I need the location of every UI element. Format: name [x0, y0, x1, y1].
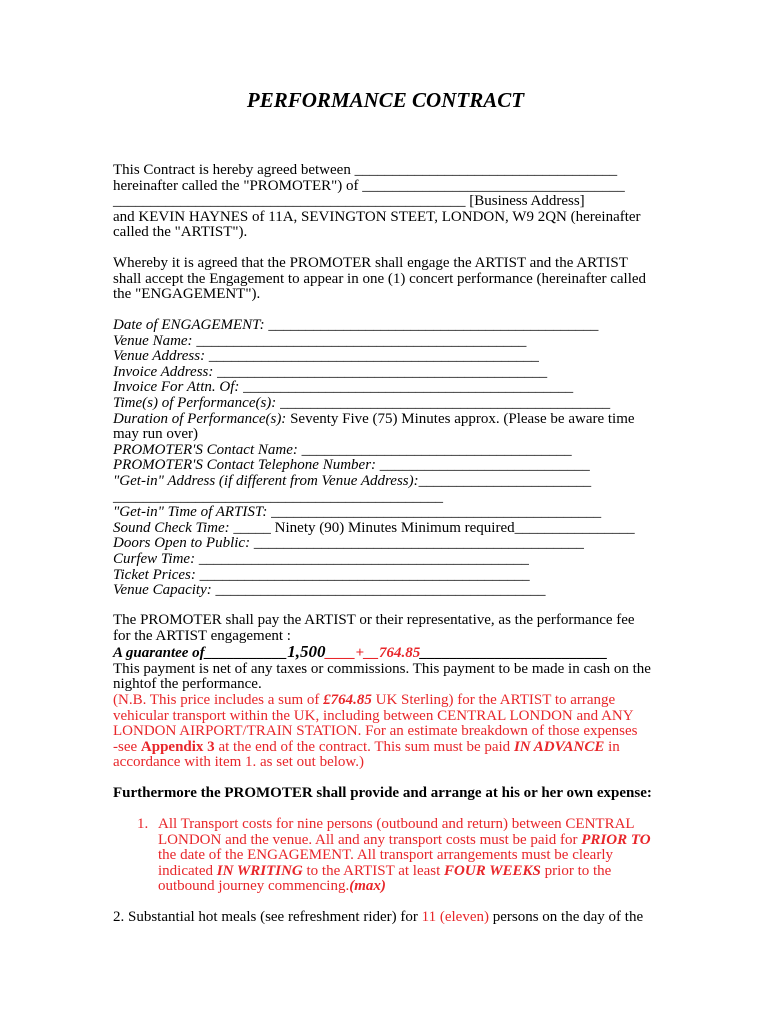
field-label: Sound Check Time:	[113, 519, 230, 536]
field-blank: ____________________________________________	[195, 550, 529, 567]
field-duration-cont: may run over)	[113, 426, 198, 443]
field-label: "Get-in" Time of ARTIST:	[113, 504, 268, 521]
net-line: nightof the performance.	[113, 676, 262, 693]
appendix-ref: Appendix 3	[140, 738, 215, 755]
fee-line: for the ARTIST engagement :	[113, 627, 291, 644]
field-label: Ticket Prices:	[113, 566, 196, 583]
guarantee-plus: ____+__764.85	[325, 645, 421, 662]
field-label: Venue Address:	[113, 348, 206, 365]
item-line	[113, 879, 658, 895]
field-blank: ____________________________________________	[213, 363, 548, 380]
guarantee-amount: 1,500	[287, 642, 326, 662]
field-blank: ____________________________________________	[250, 535, 584, 552]
guarantee-label: A guarantee of	[113, 645, 205, 662]
nb-line: accordance with item 1. as set out below.)	[113, 754, 365, 771]
persons-count: 11 (eleven)	[421, 909, 489, 925]
field-blank: ____________________________________________	[264, 317, 599, 333]
item-text: to the ARTIST at least	[302, 862, 445, 879]
field-ticket-prices	[113, 568, 658, 584]
field-curfew	[113, 552, 658, 568]
field-performance-times	[113, 396, 658, 412]
guarantee-tail: _________________________	[420, 645, 608, 662]
field-label: Curfew Time:	[113, 550, 196, 567]
fee-section	[113, 613, 658, 771]
field-blank: ____________________________________________	[211, 582, 546, 599]
field-invoice-address	[113, 365, 658, 381]
field-blank: ____________________________________	[297, 441, 572, 458]
field-doors	[113, 536, 658, 552]
whereby-paragraph	[113, 256, 658, 303]
item-text: 2. Substantial hot meals (see refreshment rider) for	[113, 909, 422, 925]
field-blank: ____________________________	[376, 457, 590, 474]
four-weeks: FOUR WEEKS	[444, 862, 541, 879]
item-text: LONDON and the venue. All and any transport costs must be paid for	[158, 831, 582, 848]
item-line	[113, 833, 658, 849]
in-writing: IN WRITING	[216, 862, 303, 879]
field-contact-telephone	[113, 458, 658, 474]
item-text: prior to the	[540, 862, 612, 879]
intro-line: called the "ARTIST").	[113, 224, 248, 241]
item-line	[113, 910, 658, 926]
field-value: Seventy Five (75) Minutes approx. (Please be aware time	[286, 410, 635, 427]
guarantee-line	[113, 644, 658, 662]
field-blank: ____________________________________________	[195, 566, 530, 583]
field-label: Invoice Address:	[113, 363, 214, 380]
item-line	[113, 864, 658, 880]
field-label: "Get-in" Address (if different from Venue Address):	[113, 472, 419, 489]
field-label: Date of ENGAGEMENT:	[113, 317, 265, 333]
field-contact-name	[113, 443, 658, 459]
field-capacity	[113, 583, 658, 599]
engagement-fields	[113, 318, 658, 599]
field-blank: ____________________________________________	[239, 379, 574, 396]
nb-text: UK Sterling) for the ARTIST to arrange	[371, 691, 616, 708]
field-venue-name	[113, 334, 658, 350]
nb-line: vehicular transport within the UK, including between CENTRAL LONDON and ANY	[113, 707, 634, 724]
item-2	[113, 910, 658, 926]
field-label: Venue Capacity:	[113, 582, 212, 599]
item-text: indicated	[158, 862, 217, 879]
field-getin-address	[113, 474, 658, 490]
field-blank: ____________________________________________	[267, 504, 602, 521]
intro-paragraph	[113, 163, 658, 241]
intro-line: This Contract is hereby agreed between ___________________________________	[113, 162, 618, 178]
field-blank: ____________________________________________	[205, 348, 539, 365]
nb-text: (N.B. This price includes a sum of	[113, 691, 324, 708]
whereby-line: shall accept the Engagement to appear in one (1) concert performance (hereinafter called	[113, 270, 647, 287]
field-soundcheck	[113, 521, 658, 537]
page-title: PERFORMANCE CONTRACT	[246, 88, 525, 112]
field-blank: ____________________________________________	[192, 332, 527, 349]
field-duration	[113, 412, 658, 428]
net-line: This payment is net of any taxes or commissions. This payment to be made in cash on the	[113, 660, 651, 677]
field-getin-time	[113, 505, 658, 521]
furthermore-heading: Furthermore the PROMOTER shall provide and arrange at his or her own expense:	[113, 785, 652, 801]
field-label: PROMOTER'S Contact Telephone Number:	[113, 457, 377, 474]
nb-text: in	[604, 738, 620, 755]
guarantee-blank: ___________	[204, 645, 288, 662]
nb-line	[113, 740, 658, 756]
item-1	[113, 817, 658, 895]
field-label: Doors Open to Public:	[113, 535, 251, 552]
field-label: Time(s) of Performance(s):	[113, 394, 277, 411]
nb-text: -see	[113, 738, 141, 755]
intro-line: and KEVIN HAYNES of 11A, SEVINGTON STEET, LONDON, W9 2QN (hereinafter	[113, 208, 641, 225]
nb-text: at the end of the contract. This sum must be paid	[214, 738, 514, 755]
field-venue-address	[113, 349, 658, 365]
field-blank: _______________________	[418, 472, 592, 489]
field-label: Duration of Performance(s):	[113, 410, 287, 427]
field-label: Venue Name:	[113, 332, 193, 349]
max-note: (max)	[349, 878, 386, 895]
field-label: Invoice For Attn. Of:	[113, 379, 240, 396]
nb-line: LONDON AIRPORT/TRAIN STATION. For an estimate breakdown of those expenses	[113, 723, 638, 740]
in-advance: IN ADVANCE	[513, 738, 605, 755]
fee-line: The PROMOTER shall pay the ARTIST or their representative, as the performance fee	[113, 612, 635, 628]
item-text: outbound journey commencing.	[158, 878, 350, 895]
item-text: persons on the day of the	[488, 909, 644, 925]
prior-to: PRIOR TO	[581, 831, 651, 848]
intro-line: hereinafter called the "PROMOTER") of ___________________________________	[113, 177, 625, 194]
whereby-line: Whereby it is agreed that the PROMOTER shall engage the ARTIST and the ARTIST	[113, 255, 628, 271]
item-line: All Transport costs for nine persons (outbound and return) between CENTRAL	[158, 816, 635, 832]
nb-line	[113, 693, 658, 709]
field-invoice-attn	[113, 380, 658, 396]
field-label: PROMOTER'S Contact Name:	[113, 441, 298, 458]
field-date	[113, 318, 658, 334]
item-line: the date of the ENGAGEMENT. All transport arrangements must be clearly	[158, 847, 614, 864]
field-value: _____ Ninety (90) Minutes Minimum required________________	[229, 519, 635, 536]
field-blank: ____________________________________________	[276, 394, 611, 411]
intro-line: _______________________________________________ [Business Address]	[113, 193, 585, 210]
whereby-line: the "ENGAGEMENT").	[113, 286, 261, 303]
field-getin-address-cont: ____________________________________________	[113, 488, 443, 505]
item-number: 1.	[137, 816, 149, 832]
nb-amount: £764.85	[323, 691, 372, 708]
